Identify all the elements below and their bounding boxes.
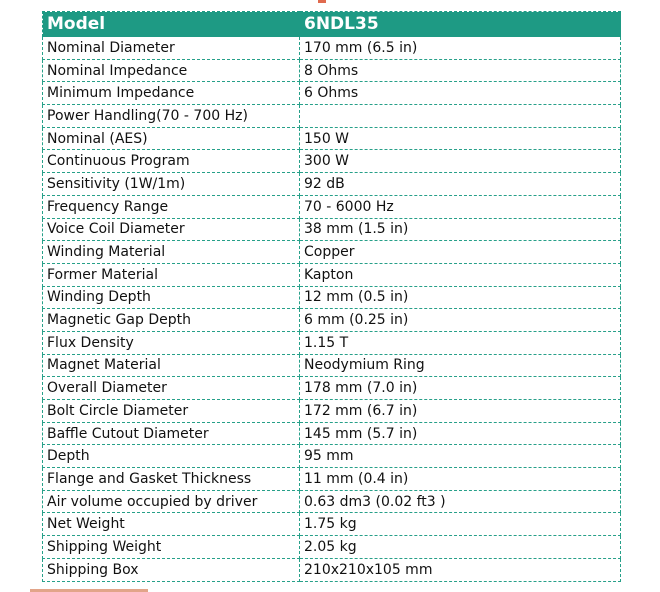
spec-value: 170 mm (6.5 in) — [300, 37, 621, 60]
table-row — [43, 241, 621, 264]
spec-table — [42, 11, 621, 582]
spec-value: 0.63 dm3 (0.02 ft3 ) — [300, 490, 621, 513]
table-row — [43, 309, 621, 332]
spec-label: Magnet Material — [43, 354, 300, 377]
spec-label: Depth — [43, 445, 300, 468]
spec-label: Flange and Gasket Thickness — [43, 468, 300, 491]
table-row — [43, 377, 621, 400]
spec-value: 6 Ohms — [300, 82, 621, 105]
spec-label: Winding Depth — [43, 286, 300, 309]
spec-value: 70 - 6000 Hz — [300, 195, 621, 218]
spec-label: Shipping Weight — [43, 536, 300, 559]
spec-value: 38 mm (1.5 in) — [300, 218, 621, 241]
table-row — [43, 422, 621, 445]
spec-table-header-row — [43, 12, 621, 37]
table-row — [43, 445, 621, 468]
spec-label: Sensitivity (1W/1m) — [43, 173, 300, 196]
spec-label: Former Material — [43, 263, 300, 286]
spec-value: 1.15 T — [300, 331, 621, 354]
table-row — [43, 400, 621, 423]
table-row — [43, 150, 621, 173]
table-row — [43, 536, 621, 559]
table-row — [43, 354, 621, 377]
table-row — [43, 513, 621, 536]
spec-value: Kapton — [300, 263, 621, 286]
header-model-value: 6NDL35 — [300, 12, 621, 37]
table-row — [43, 37, 621, 60]
spec-value: Copper — [300, 241, 621, 264]
table-row — [43, 263, 621, 286]
spec-value: 210x210x105 mm — [300, 558, 621, 581]
spec-label: Flux Density — [43, 331, 300, 354]
spec-value: 92 dB — [300, 173, 621, 196]
table-row — [43, 468, 621, 491]
spec-value: 12 mm (0.5 in) — [300, 286, 621, 309]
spec-label: Shipping Box — [43, 558, 300, 581]
table-row — [43, 82, 621, 105]
table-row — [43, 173, 621, 196]
spec-label: Winding Material — [43, 241, 300, 264]
spec-label: Nominal Diameter — [43, 37, 300, 60]
table-row — [43, 331, 621, 354]
spec-label: Bolt Circle Diameter — [43, 400, 300, 423]
spec-value: 2.05 kg — [300, 536, 621, 559]
spec-label: Frequency Range — [43, 195, 300, 218]
top-accent-mark — [318, 0, 326, 3]
spec-value: Neodymium Ring — [300, 354, 621, 377]
header-model-label: Model — [43, 12, 300, 37]
table-row — [43, 195, 621, 218]
spec-value — [300, 105, 621, 128]
spec-value: 11 mm (0.4 in) — [300, 468, 621, 491]
table-row — [43, 558, 621, 581]
spec-value: 6 mm (0.25 in) — [300, 309, 621, 332]
spec-label: Net Weight — [43, 513, 300, 536]
table-row — [43, 105, 621, 128]
spec-value: 95 mm — [300, 445, 621, 468]
table-row — [43, 286, 621, 309]
spec-value: 8 Ohms — [300, 59, 621, 82]
spec-value: 178 mm (7.0 in) — [300, 377, 621, 400]
spec-label: Overall Diameter — [43, 377, 300, 400]
spec-label: Magnetic Gap Depth — [43, 309, 300, 332]
spec-table-body — [43, 37, 621, 582]
table-row — [43, 127, 621, 150]
spec-label: Voice Coil Diameter — [43, 218, 300, 241]
spec-value: 1.75 kg — [300, 513, 621, 536]
spec-label: Power Handling(70 - 700 Hz) — [43, 105, 300, 128]
spec-label: Continuous Program — [43, 150, 300, 173]
spec-label: Nominal Impedance — [43, 59, 300, 82]
spec-value: 300 W — [300, 150, 621, 173]
spec-label: Air volume occupied by driver — [43, 490, 300, 513]
table-row — [43, 490, 621, 513]
spec-value: 172 mm (6.7 in) — [300, 400, 621, 423]
spec-label: Baffle Cutout Diameter — [43, 422, 300, 445]
table-row — [43, 59, 621, 82]
spec-label: Nominal (AES) — [43, 127, 300, 150]
spec-value: 150 W — [300, 127, 621, 150]
table-row — [43, 218, 621, 241]
spec-label: Minimum Impedance — [43, 82, 300, 105]
spec-value: 145 mm (5.7 in) — [300, 422, 621, 445]
